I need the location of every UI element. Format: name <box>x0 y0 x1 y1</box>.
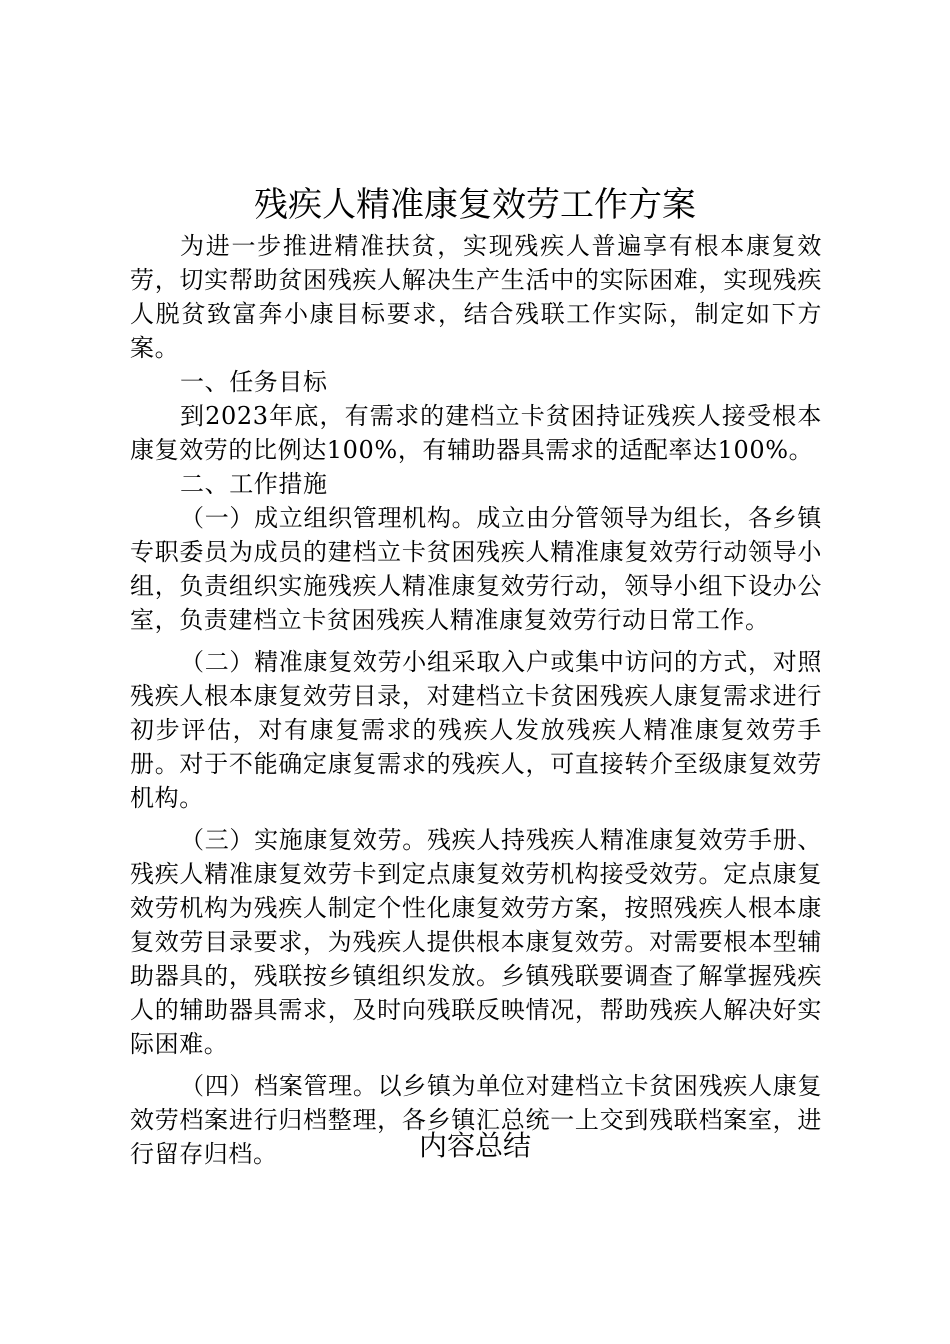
goals-paragraph: 到2023年底，有需求的建档立卡贫困持证残疾人接受根本康复效劳的比例达100%，有辅助器具需求的适配率达100%。 <box>130 402 822 464</box>
measure-paragraph-4: （四）档案管理。以乡镇为单位对建档立卡贫困残疾人康复效劳档案进行归档整理，各乡镇汇总统一上交到残联档案室，进行留存归档。 <box>130 1072 822 1168</box>
page-title: 残疾人精准康复效劳工作方案 <box>254 185 696 225</box>
measure-paragraph-2: （二）精准康复效劳小组采取入户或集中访问的方式，对照残疾人根本康复效劳目录，对建档立卡贫困残疾人康复需求进行初步评估，对有康复需求的残疾人发放残疾人精准康复效劳手册。对于不能确定康复需求的残疾人，可直接转介至级康复效劳机构。 <box>130 648 822 812</box>
document-body <box>130 229 822 1171</box>
intro-paragraph: 为进一步推进精准扶贫，实现残疾人普遍享有根本康复效劳，切实帮助贫困残疾人解决生产生活中的实际困难，实现残疾人脱贫致富奔小康目标要求，结合残联工作实际，制定如下方案。 <box>130 232 822 362</box>
measure-paragraph-1: （一）成立组织管理机构。成立由分管领导为组长，各乡镇专职委员为成员的建档立卡贫困残疾人精准康复效劳行动领导小组，负责组织实施残疾人精准康复效劳行动，领导小组下设办公室，负责建档立卡贫困残疾人精准康复效劳行动日常工作。 <box>130 504 822 634</box>
summary-heading: 内容总结 <box>418 1129 531 1162</box>
section-heading-measures: 二、工作措施 <box>180 470 328 498</box>
section-heading-goals: 一、任务目标 <box>180 368 328 396</box>
measure-paragraph-3: （三）实施康复效劳。残疾人持残疾人精准康复效劳手册、残疾人精准康复效劳卡到定点康复效劳机构接受效劳。定点康复效劳机构为残疾人制定个性化康复效劳方案，按照残疾人根本康复效劳目录要求，为残疾人提供根本康复效劳。对需要根本型辅助器具的，残联按乡镇组织发放。乡镇残联要调查了解掌握残疾人的辅助器具需求，及时向残联反映情况，帮助残疾人解决好实际困难。 <box>130 826 822 1058</box>
